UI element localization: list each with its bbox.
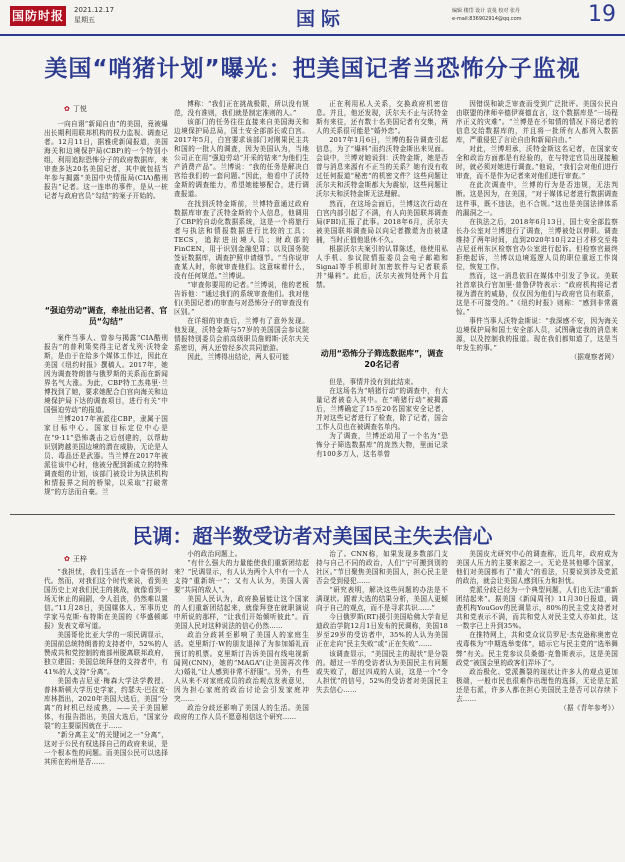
paragraph: 事件当事人沃特金斯说：“我深感不安，因为海关边境保护局和国土安全部人员，试图确定我的消息来源，以及控制我的报道。现在我们都知道了，这是当年发生的事。”: [456, 317, 618, 353]
article1-column-3b: [316, 378, 448, 512]
article2-column-1: [44, 568, 168, 858]
paragraph: “研究表明，解决这些问题的办法是不满现状。跟着大选的结果分析，美国人更倾向于自己的观点，而不是寻求共识……”: [316, 586, 448, 613]
newspaper-logo: 国防时报: [10, 6, 66, 26]
article2-headline: 民调：超半数受访者对美国民主失去信心: [132, 524, 493, 548]
paragraph: 在找到沃特金斯前，兰博特意通过政府数据库审查了沃特金斯的个人信息，他调用了CBP的自动化数据系统，这是一个将旅行者与执法和情报数据进行比较的工具；TECS，追踪进出境人员；财政部的FinCEN，用于识别金融犯罪；以及国务院签证数据库，调查护照申请细节。“当你说审查某人时，你就审查他们。这意味着什么，没有任何规范。”兰博说。: [174, 199, 309, 280]
article1-column-1b: [44, 334, 168, 512]
paragraph: 政治分歧还影响了美国人的生活。美国政府的工作人员不愿意相信这个研究……: [174, 703, 309, 721]
paragraph: 一向自诩“新闻自由”的美国，竟被爆出长期利用联邦机构的权力监视、调查记者。12月11日，据雅虎新闻报道，美国海关和边境保护局(CBP)的一个特别小组，利用追踪恐怖分子的政府数据库，来审查多达20名美国记者，其中就包括当年参与揭露“美国中央情报局(CIA)酷刑报告”记者。这一连串的事件，是从一桩记者与政府官员“勾结”的案子开始的。: [44, 120, 168, 201]
article2-column-2: [174, 550, 309, 858]
paragraph: 2017年1月6日，兰博的报告调查引起信息，为了“爆料”而约沃特金斯出来见面。会谈中，兰博对她说到：沃特金斯，她是否曾与消息来源有不正当的关系？她有没有收过任何报道“秘密”的机密文件？这些问题让沃尔夫和沃特金斯都大为震惊，这些问题让沃尔夫和沃特金斯无法理解。: [316, 136, 448, 199]
paragraph: 政治分歧甚至影响了美国人的家庭生活。克里斯汀·W的朋友退掉了为参加婚礼而预订的机票。克里斯汀告诉美国有线电视新闻网(CNN)，她的“MAGA”(让美国再次伟大)婚礼“让人感到非常不舒服”。另外，有些人从来不对家庭成员的政治观点发表意见，因为担心家庭的政治讨论会引发家庭冲突……: [174, 631, 309, 703]
paragraph: 因错误和缺乏审查而受到广泛批评。美国公民自由联盟的律师辛德伊赛德直言，这个数据库是“一场程序正义的灾难”。“兰博是在不知情的情况下将记者的信息交给数据库的，并且将一批所有人都列入数据库，严重侵犯了言论自由和新闻自由。”: [456, 100, 618, 145]
paragraph: 案件当事人、曾参与揭露“CIA酷刑报告”的普利策奖得主记者戈列·沃特金斯，是由于在给多个媒体工作过，因此在美国《纽约时报》撰稿人。2017年，她因为调查特朗普与俄罗斯的关系而在新闻界名气大涨。为此，CBP特工杰弗里·兰博找到了她，要求她配合白宫向海关和边境保护局下达的调查项目，进行有关“中国强迫劳动”的报道。: [44, 334, 168, 415]
paragraph: 为了调查，兰博还动用了一个名为“恐怖分子筛选数据库”的庞然大物，里面记录有100多万人，这名单曾: [316, 432, 448, 459]
article2-author: 王梓: [72, 555, 87, 563]
paragraph: 但是，事情并没有到此结束。: [329, 378, 418, 386]
article1-headline: 美国“哨猪计划”曝光：把美国记者当恐怖分子监视: [44, 56, 581, 82]
article1-column-3: [316, 100, 448, 338]
article1-subhead-1: “强迫劳动”调查，牵扯出记者、官员“勾结”: [44, 306, 168, 326]
byline-marker-icon: ✿: [64, 105, 70, 113]
article2-column-4: [456, 550, 618, 858]
paragraph: 美国皮尤研究中心的调查称，近几年，政府成为美国人压力的主要来源之一。无论是其他哪个国家，他们对美国都有了“重大”的看法，只要说到涉及党派的政治，就会让美国人感到压力和担忧。: [456, 550, 618, 586]
article1-author: 丁悦: [72, 105, 87, 113]
paragraph: 美国人民认为，政府换届能让这个国家的人们重新团结起来，就像拜登在就职演说中所说的那样，“让我们开始倾听彼此”。而美国人民对这种说法的信心仍然……: [174, 595, 309, 631]
paragraph: “新分离主义”的关键词之一“分离”，这对于公民有权选择自己的政府来说，是一个根本性的问题。而美国公民可以选择其所在的州是否……: [44, 730, 168, 766]
paragraph: 小的政治问题上。: [187, 550, 242, 558]
paragraph: “有什么强大的力量能使我们重新团结起来？”民调显示，有人认为两个人中有一个人支持“重新统一”；又有人认为，美国人需要“共同的敌人”。: [174, 559, 309, 595]
masthead: [0, 0, 625, 36]
paragraph: 在详细的审查后，兰博有了意外发现。他发现，沃特金斯与57岁的美国国会参议院情报特别委员会前高级职员詹姆斯·沃尔夫关系密切，两人还曾经多次共同旅游。: [174, 317, 309, 353]
article2-column-3: [316, 550, 448, 858]
paragraph: 党派分歧已经为一个典型问题，人们也无法“重新团结起来”。据美国《新闻周刊》11月30日报道，调查机构YouGov的民调显示，80%的民主党支持者对共和党表示不满，而共和党人对民主党人亦如此，这一数字已上升到35%。: [456, 586, 618, 631]
paragraph: 在此次调查中，兰博的行为是否违规，无法判断。这是因为，在美国，“对于媒体记者进行数据调查这件事，既不违法，也不合规。”这也是美国法律体系的漏洞之一。: [456, 181, 618, 217]
page-number: 19: [588, 2, 616, 27]
weekday-text: 星期五: [74, 16, 95, 24]
paragraph: 根据沃尔夫案引的认罪陈述，他使用私人手机、参议院情报委员会电子邮箱和Signal等手机即时加密软件与记者联系并“爆料”。此后，沃尔夫被判处两个月监禁。: [316, 244, 448, 289]
paragraph: 美国弗吉尼亚·梅森大学法学教授、普林斯顿大学历史学家，约瑟夫·巴拉克·库林指出，2020年美国大选后，美国“分离”的时机已经成熟，——关于美国解体，有报告指出，美国大选后，“国家分裂”的主要原因就在于……: [44, 676, 168, 730]
paragraph: 在执法之后，2018年6月13日，国土安全部监察长办公室对兰博进行了调查，兰博被处以停职。调查维持了两年时间，直到2020年10月22日才移交至弗吉尼亚州东区检察官办公室进行起诉。但检察官最终拒绝起诉，兰博以边境巡逻人员的职位重返工作岗位，恢复工作。: [456, 217, 618, 271]
article1-column-2: [174, 100, 309, 512]
article1-column-1: [44, 120, 168, 298]
paragraph: 因此，兰博得出结论，两人很可能: [187, 353, 290, 362]
date-text: 2021.12.17: [74, 6, 115, 14]
source-credit: （据观察者网）: [570, 353, 618, 362]
paragraph: 然而，这一消息依旧在媒体中引发了争议。美联社首席执行官加里·普鲁伊特表示：“政府机构将记者视为潜在的威胁，仅仅因为他们与政府官员有联系，这是不可接受的。”《纽约时报》则称：“感到非常震惊。”: [456, 271, 618, 317]
editor-credits: [452, 7, 582, 23]
paragraph: 正在利用私人关系，交换政府机密信息。并且，他还发现，沃尔夫不止与沃特金斯有来往，还有数十名美国记者有交集，两人的关系很可能是“婚外恋”。: [316, 100, 448, 136]
editor-names: 编辑 楼岱 设计 袁曼 校对 张丹: [452, 8, 520, 14]
paragraph: 该部门的任务往往直接来自美国海关和边境保护局总局，国土安全部部长或白宫。2017年5月，白宫要求该部门对刚果民主共和国的一批人的调查，因为美国认为，当地公司正在用“强迫劳动”开采的钴来“为他们生产消费产品”。兰博说：“我的任务是解决白宫给我们的一套问题。”因此，他看中了沃特金斯的调查能力，希望她能够配合，进行调查报道。: [174, 118, 309, 199]
article1-subhead-2: 动用“恐怖分子筛选数据库”，调查20名记者: [320, 349, 444, 369]
paragraph: 在推特网上，共和党众议员罗尼·杰克逊称奥密克戎毒株为“中期选举变体”，暗示它与民主党的“选举舞弊”有关。民主党参议员桑德·克鲁斯表示，这是美国政党“被国会里的政客们弄坏了”。: [456, 631, 618, 667]
section-divider: [10, 514, 615, 515]
paragraph: 美国哥伦比亚大学的一项民调显示，美国前总统特朗普的支持者中，52%的人赞成共和党控制的南部州脱离联邦政府，独立建国；美国总统拜登的支持者中，有41%的人支持“分离”。: [44, 631, 168, 676]
issue-date: [74, 5, 114, 25]
paragraph: 治了。CNN称，如果发现多数部门支持与自己不同的政治，人们“宁可搬到别的社区。”节目聚焦美国和美国人，担心民主是否会受到侵犯……: [316, 550, 448, 586]
paragraph: 今日俄罗斯(RT)援引美国哈佛大学肯尼迪政治学院12月1日发布的民调称，美国18岁至29岁的受访者中，35%的人认为美国正在走向“民主失败”或“正在失败”……: [316, 613, 448, 649]
paragraph: “审查你要用的记者。”兰博说，他的老板告诉他：“通过我们的系统审查他们。我对他们(美国记者)的审查与对恐怖分子的审查没有区别。”: [174, 280, 309, 317]
article1-byline: [64, 104, 87, 114]
paragraph: 然而，在这场会面后，兰博这次行动在白宫内部引起了不满，有人向美国联邦调查局(FBI)汇报了此事。2018年6月，沃尔夫被美国联邦调查局以向记者撒谎为由被逮捕，当时正值他退休不久。: [316, 199, 448, 244]
section-title: 国际: [296, 8, 347, 30]
byline-marker-icon: ✿: [64, 555, 70, 563]
article2-byline: [64, 554, 87, 564]
paragraph: 博称：“我们正在挑战极限，所以没有规范，没有准则，我们就是制定准则的人。”: [174, 100, 309, 118]
paragraph: 兰博2017年被派往CBP，隶属于国家目标中心。国家目标定位中心是在“9·11”恐怖袭击之后创建的，以帮助识别跨越美国边境的潜在威胁，无论是人员、毒品还是武器。当兰博在2017年被派往该中心时，他被分配到新成立的特殊调查组的计划，该部门被设计为执法机构和情报界之间的桥梁，以采取“打破常规”的方法而自豪。兰: [44, 415, 168, 496]
paragraph: 在这场名为“哨猪行动”的调查中，有大量记者被卷入其中。在“哨猪行动”被揭露后，兰博确定了15至20名国家安全记者，并对这些记者进行了检查，除了记者，国会工作人员也在被调查名单内。: [316, 387, 448, 432]
paragraph: “我担忧，我们生活在一个奇怪的时代。然而，对我们这个时代来说，看到美国历史上对我们民主的挑战，就像看到一场无休止的闹剧，令人沮丧，仍然难以置信。”11月28日，美国媒体人、军事历史学家马克斯·布特斯在美国的《华盛顿邮报》发表文章写道。: [44, 568, 168, 631]
source-credit: （据《青年参考》）: [560, 703, 618, 712]
editor-email: e-mail:836902914@qq.com: [452, 16, 522, 22]
paragraph: 该调查显示，“美国民主的现状”是分裂的。超过一半的受访者认为美国民主有问题或失败了，超过四成的人说，这是一个“令人担忧”的信号，52%的受访者对美国民主失去信心……: [316, 649, 448, 694]
paragraph: 政治极化、党派撕裂的现状让许多人的观点更加极端，一般市民也很难作出理性的选择，无论是左派还是右派，许多人都在担心美国民主是否可以存续下去……: [456, 667, 618, 703]
paragraph: 对此，兰博坦承，沃特金斯这名记者，在国家安全和政治方面都是有经验的，在与特定官员出现接触时，就必须对她进行调查。”他说，“我们会对他们进行审查，而不是作为记者来对他们进行审查。”: [456, 145, 618, 181]
article1-column-4: [456, 100, 618, 512]
